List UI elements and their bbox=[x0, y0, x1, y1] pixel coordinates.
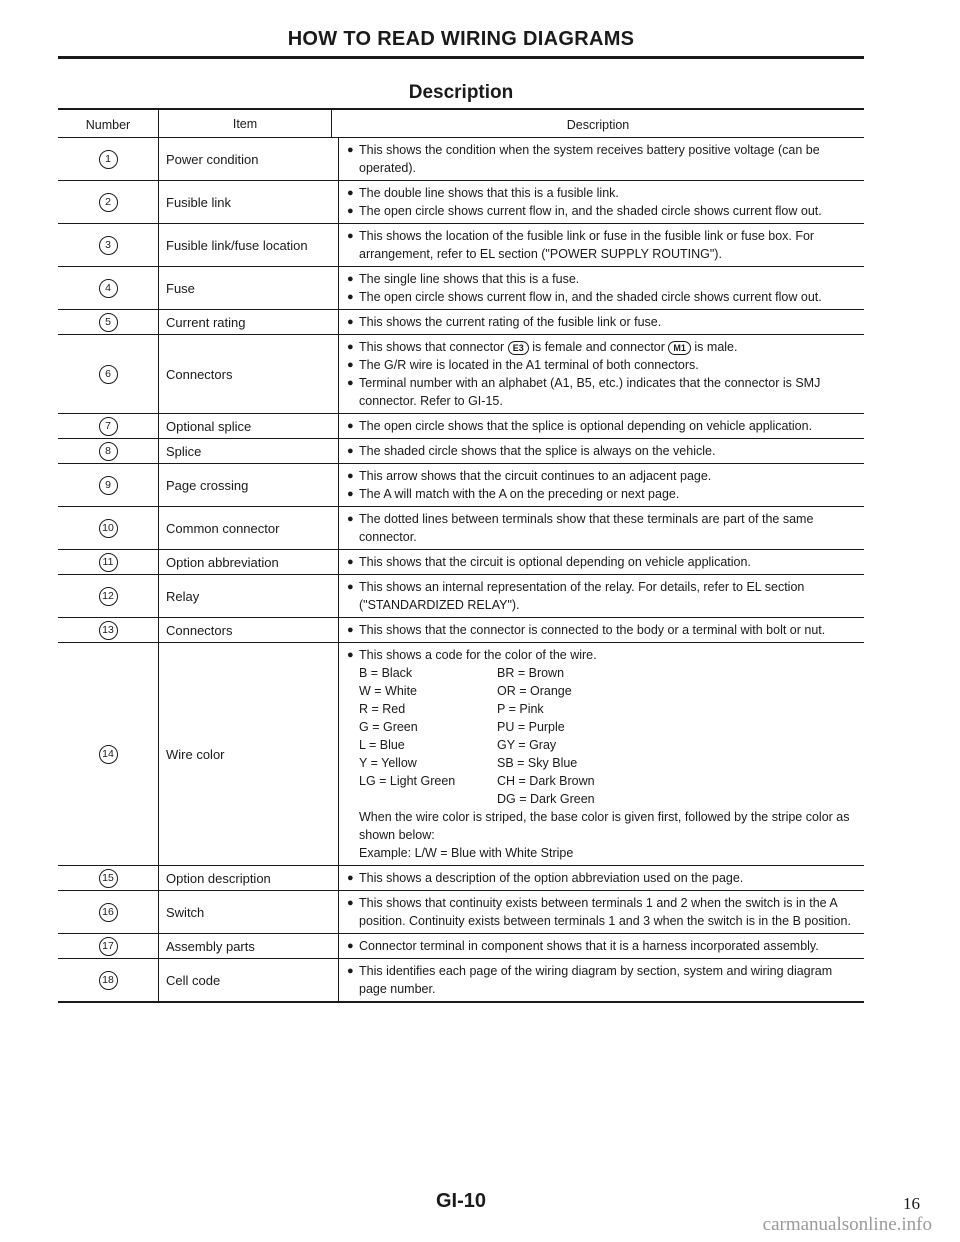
page-title: HOW TO READ WIRING DIAGRAMS bbox=[287, 28, 635, 50]
table-row bbox=[58, 934, 864, 959]
row-number bbox=[58, 575, 159, 617]
bullet-point bbox=[347, 288, 854, 306]
color-code: PU = Purple bbox=[497, 720, 565, 734]
bullet-text: Connector terminal in component shows that it is a harness incorporated assembly. bbox=[359, 939, 819, 953]
bullet-icon: ● bbox=[347, 341, 354, 353]
row-description bbox=[339, 464, 864, 506]
bullet-icon: ● bbox=[347, 470, 354, 482]
color-code: P = Pink bbox=[497, 702, 544, 716]
table-row bbox=[58, 414, 864, 439]
row-item: Option description bbox=[159, 866, 339, 890]
bullet-point bbox=[347, 510, 854, 546]
row-description bbox=[339, 181, 864, 223]
connector-tag: E3 bbox=[508, 341, 529, 355]
circled-number: 7 bbox=[99, 417, 118, 436]
bullet-point bbox=[347, 553, 854, 571]
row-item: Relay bbox=[159, 575, 339, 617]
bullet-text: The double line shows that this is a fusible link. bbox=[359, 186, 619, 200]
bullet-icon: ● bbox=[347, 940, 354, 952]
circled-number: 8 bbox=[99, 442, 118, 461]
row-description bbox=[339, 934, 864, 958]
bullet-point bbox=[347, 578, 854, 614]
description-table bbox=[58, 108, 864, 1003]
title-rule bbox=[58, 56, 864, 59]
color-code: CH = Dark Brown bbox=[497, 774, 595, 788]
bullet-point bbox=[347, 467, 854, 485]
bullet-point bbox=[347, 270, 854, 288]
bullet-icon: ● bbox=[347, 359, 354, 371]
circled-number: 11 bbox=[99, 553, 118, 572]
row-number bbox=[58, 507, 159, 549]
circled-number: 5 bbox=[99, 313, 118, 332]
color-code: Y = Yellow bbox=[359, 756, 417, 770]
row-description bbox=[339, 959, 864, 1001]
circled-number: 18 bbox=[99, 971, 118, 990]
color-code: L = Blue bbox=[359, 738, 405, 752]
circled-number: 2 bbox=[99, 193, 118, 212]
bullet-icon: ● bbox=[347, 624, 354, 636]
row-description bbox=[339, 439, 864, 463]
row-description bbox=[339, 891, 864, 933]
color-code: BR = Brown bbox=[497, 666, 565, 680]
row-number bbox=[58, 618, 159, 642]
page-header bbox=[58, 28, 864, 51]
table-row bbox=[58, 891, 864, 934]
color-code: B = Black bbox=[359, 666, 413, 680]
table-row bbox=[58, 618, 864, 643]
circled-number: 6 bbox=[99, 365, 118, 384]
circled-number: 10 bbox=[99, 519, 118, 538]
section-subtitle: Description bbox=[408, 82, 514, 103]
row-item: Current rating bbox=[159, 310, 339, 334]
table-row bbox=[58, 866, 864, 891]
bullet-icon: ● bbox=[347, 316, 354, 328]
bullet-icon: ● bbox=[347, 445, 354, 457]
row-description bbox=[339, 618, 864, 642]
bullet-text bbox=[359, 338, 854, 356]
row-number bbox=[58, 224, 159, 266]
bullet-text: The dotted lines between terminals show that these terminals are part of the same connector. bbox=[359, 512, 814, 544]
table-row bbox=[58, 138, 864, 181]
row-description bbox=[339, 643, 864, 865]
bullet-text: The A will match with the A on the preceding or next page. bbox=[359, 487, 680, 501]
bullet-text: The open circle shows current flow in, and the shaded circle shows current flow out. bbox=[359, 204, 822, 218]
row-item: Option abbreviation bbox=[159, 550, 339, 574]
row-description bbox=[339, 575, 864, 617]
bullet-point bbox=[347, 962, 854, 998]
color-code: SB = Sky Blue bbox=[497, 756, 578, 770]
row-item: Fusible link bbox=[159, 181, 339, 223]
bullet-icon: ● bbox=[347, 144, 354, 156]
bullet-icon: ● bbox=[347, 897, 354, 909]
connector-tag: M1 bbox=[668, 341, 691, 355]
bullet-icon: ● bbox=[347, 187, 354, 199]
row-description bbox=[339, 866, 864, 890]
row-number bbox=[58, 464, 159, 506]
bullet-point bbox=[347, 227, 854, 263]
bullet-text: This shows the location of the fusible link or fuse in the fusible link or fuse box. For arrangement, refer to EL section ("POWER SUPPLY ROUTING"). bbox=[359, 229, 815, 261]
connector-text: is female and connector bbox=[532, 340, 665, 354]
bullet-point bbox=[347, 894, 854, 930]
page-code: GI-10 bbox=[435, 1190, 487, 1212]
connector-text: is male. bbox=[694, 340, 738, 354]
bullet-text: This shows that the circuit is optional depending on vehicle application. bbox=[359, 555, 751, 569]
stripe-note: When the wire color is striped, the base color is given first, followed by the stripe color as shown below: bbox=[359, 810, 850, 842]
row-number bbox=[58, 866, 159, 890]
color-code: OR = Orange bbox=[497, 684, 572, 698]
row-item: Splice bbox=[159, 439, 339, 463]
stripe-example: Example: L/W = Blue with White Stripe bbox=[359, 846, 574, 860]
row-number bbox=[58, 181, 159, 223]
bullet-text: The open circle shows current flow in, and the shaded circle shows current flow out. bbox=[359, 290, 822, 304]
table-row bbox=[58, 267, 864, 310]
row-description bbox=[339, 224, 864, 266]
color-code: LG = Light Green bbox=[359, 774, 456, 788]
circled-number: 3 bbox=[99, 236, 118, 255]
row-number bbox=[58, 335, 159, 413]
color-code: R = Red bbox=[359, 702, 406, 716]
row-number bbox=[58, 934, 159, 958]
bullet-text: This shows a description of the option abbreviation used on the page. bbox=[359, 871, 744, 885]
bullet-point bbox=[347, 485, 854, 503]
table-row bbox=[58, 181, 864, 224]
row-number bbox=[58, 138, 159, 180]
bullet-point bbox=[347, 417, 854, 435]
bullet-text: This shows the current rating of the fusible link or fuse. bbox=[359, 315, 662, 329]
table-row bbox=[58, 335, 864, 414]
row-description bbox=[339, 267, 864, 309]
row-item: Fuse bbox=[159, 267, 339, 309]
header-number: Number bbox=[58, 110, 159, 137]
header-description: Description bbox=[566, 118, 630, 132]
table-row bbox=[58, 224, 864, 267]
bullet-text: This shows a code for the color of the wire. bbox=[359, 648, 597, 662]
bullet-text: Terminal number with an alphabet (A1, B5, etc.) indicates that the connector is SMJ connector. Refer to GI-15. bbox=[359, 376, 821, 408]
bullet-text: This shows the condition when the system receives battery positive voltage (can be operated). bbox=[359, 143, 820, 175]
bullet-icon: ● bbox=[347, 965, 354, 977]
bullet-point bbox=[347, 356, 854, 374]
row-number bbox=[58, 414, 159, 438]
bullet-icon: ● bbox=[347, 513, 354, 525]
row-item: Cell code bbox=[159, 959, 339, 1001]
circled-number: 12 bbox=[99, 587, 118, 606]
row-number bbox=[58, 310, 159, 334]
bullet-icon: ● bbox=[347, 488, 354, 500]
row-item: Fusible link/fuse location bbox=[159, 224, 339, 266]
color-code: GY = Gray bbox=[497, 738, 557, 752]
bullet-text: This shows an internal representation of the relay. For details, refer to EL section ("STANDARDIZED RELAY"). bbox=[359, 580, 805, 612]
circled-number: 13 bbox=[99, 621, 118, 640]
row-number bbox=[58, 550, 159, 574]
bullet-icon: ● bbox=[347, 872, 354, 884]
connector-text: This shows that connector bbox=[359, 340, 505, 354]
bullet-point bbox=[347, 141, 854, 177]
bullet-icon: ● bbox=[347, 556, 354, 568]
bullet-point bbox=[347, 313, 854, 331]
row-number bbox=[58, 267, 159, 309]
bullet-icon: ● bbox=[347, 649, 354, 661]
row-item: Connectors bbox=[159, 335, 339, 413]
color-code: W = White bbox=[359, 684, 417, 698]
header-item: Item bbox=[159, 110, 332, 137]
circled-number: 4 bbox=[99, 279, 118, 298]
table-row bbox=[58, 507, 864, 550]
row-description bbox=[339, 414, 864, 438]
table-row bbox=[58, 959, 864, 1001]
row-description bbox=[339, 335, 864, 413]
bullet-icon: ● bbox=[347, 291, 354, 303]
table-row bbox=[58, 575, 864, 618]
row-description bbox=[339, 507, 864, 549]
circled-number: 17 bbox=[99, 937, 118, 956]
table-row bbox=[58, 439, 864, 464]
row-item: Power condition bbox=[159, 138, 339, 180]
bullet-text: The open circle shows that the splice is optional depending on vehicle application. bbox=[359, 419, 813, 433]
circled-number: 1 bbox=[99, 150, 118, 169]
circled-number: 16 bbox=[99, 903, 118, 922]
row-item: Assembly parts bbox=[159, 934, 339, 958]
bullet-point bbox=[347, 646, 854, 664]
bullet-icon: ● bbox=[347, 230, 354, 242]
bullet-point bbox=[347, 374, 854, 410]
bullet-point bbox=[347, 338, 854, 356]
row-number bbox=[58, 959, 159, 1001]
row-number bbox=[58, 439, 159, 463]
bullet-point bbox=[347, 937, 854, 955]
row-item: Common connector bbox=[159, 507, 339, 549]
bullet-text: This arrow shows that the circuit continues to an adjacent page. bbox=[359, 469, 712, 483]
bullet-point bbox=[347, 202, 854, 220]
table-row bbox=[58, 643, 864, 866]
row-number bbox=[58, 643, 159, 865]
bullet-point bbox=[347, 184, 854, 202]
watermark: carmanualsonline.info bbox=[762, 1214, 932, 1235]
circled-number: 15 bbox=[99, 869, 118, 888]
bullet-icon: ● bbox=[347, 205, 354, 217]
table-header-row bbox=[58, 110, 864, 138]
bullet-text: The shaded circle shows that the splice is always on the vehicle. bbox=[359, 444, 716, 458]
bullet-text: The G/R wire is located in the A1 terminal of both connectors. bbox=[359, 358, 699, 372]
row-item: Connectors bbox=[159, 618, 339, 642]
color-code: DG = Dark Green bbox=[497, 792, 595, 806]
color-code bbox=[359, 790, 497, 808]
table-row bbox=[58, 464, 864, 507]
row-description bbox=[339, 138, 864, 180]
table-row bbox=[58, 310, 864, 335]
sheet-number: 16 bbox=[903, 1194, 920, 1213]
circled-number: 14 bbox=[99, 745, 118, 764]
bullet-text: This shows that the connector is connected to the body or a terminal with bolt or nut. bbox=[359, 623, 826, 637]
color-code: G = Green bbox=[359, 720, 418, 734]
row-description bbox=[339, 310, 864, 334]
bullet-icon: ● bbox=[347, 273, 354, 285]
bullet-point bbox=[347, 869, 854, 887]
row-item: Switch bbox=[159, 891, 339, 933]
row-description bbox=[339, 550, 864, 574]
circled-number: 9 bbox=[99, 476, 118, 495]
row-item: Optional splice bbox=[159, 414, 339, 438]
bullet-point bbox=[347, 621, 854, 639]
bullet-point bbox=[347, 442, 854, 460]
row-item: Wire color bbox=[159, 643, 339, 865]
bullet-icon: ● bbox=[347, 420, 354, 432]
bullet-icon: ● bbox=[347, 581, 354, 593]
row-item: Page crossing bbox=[159, 464, 339, 506]
bullet-text: The single line shows that this is a fuse. bbox=[359, 272, 580, 286]
bullet-text: This identifies each page of the wiring diagram by section, system and wiring diagram page number. bbox=[359, 964, 833, 996]
row-number bbox=[58, 891, 159, 933]
wire-color-list bbox=[347, 664, 854, 808]
bullet-icon: ● bbox=[347, 377, 354, 389]
bullet-text: This shows that continuity exists between terminals 1 and 2 when the switch is in the A position. Continuity exists between terminals 1 and 3 when the switch is in the B position. bbox=[359, 896, 851, 928]
table-row bbox=[58, 550, 864, 575]
